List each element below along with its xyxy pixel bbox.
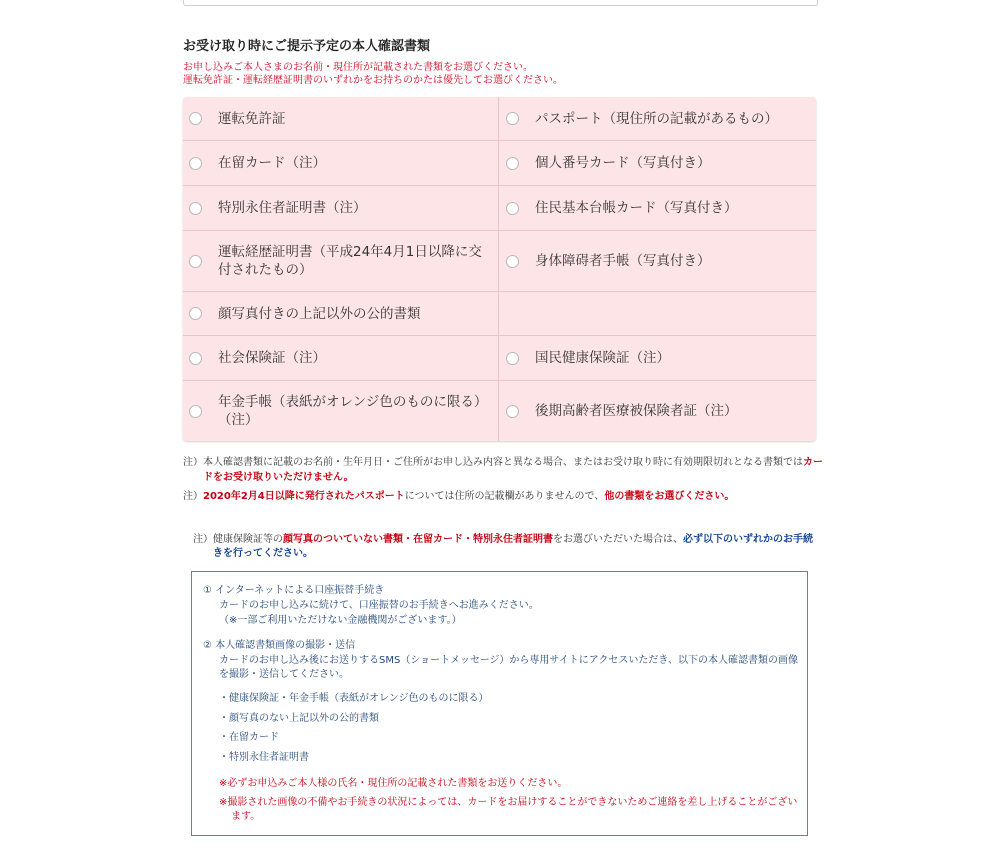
option-label: 在留カード（注） — [218, 155, 326, 171]
procedure-text: （※一部ご利用いただけない金融機関がございます。） — [219, 615, 462, 626]
option-label: 特別永住者証明書（注） — [218, 200, 367, 216]
note-emphasis: 必ず以下のいずれかのお手続 — [683, 534, 813, 545]
option-row — [183, 292, 816, 336]
footnote-text: 注）本人確認書類に記載のお名前・生年月日・ご住所がお申し込み内容と異なる場合、またはお受け取り時に有効期限切れとなる書類では — [183, 457, 803, 468]
footnote-mismatch — [183, 455, 823, 485]
option-special-permanent-resident[interactable] — [183, 186, 499, 230]
section-note — [183, 61, 563, 87]
option-national-health-insurance[interactable] — [500, 336, 816, 380]
empty-cell — [500, 292, 816, 335]
radio-button[interactable] — [189, 202, 202, 215]
procedure-text: カードのお申し込みに続けて、口座振替のお手続きへお進みください。 — [219, 600, 539, 611]
option-residence-card[interactable] — [183, 141, 499, 185]
option-label — [218, 393, 493, 429]
note-emphasis: きを行ってください。 — [213, 548, 313, 559]
warning-text: ※必ずお申込みご本人様の氏名・現住所の記載された書類をお送りください。 — [219, 778, 568, 789]
option-label-line1: 年金手帳（表紙がオレンジ色のものに限る） — [218, 394, 488, 410]
radio-button[interactable] — [506, 352, 519, 365]
option-passport[interactable] — [500, 97, 816, 140]
option-row — [183, 381, 816, 441]
option-label: 後期高齢者医療被保険者証（注） — [535, 403, 738, 419]
option-drivers-license[interactable] — [183, 97, 499, 140]
procedure-text: カードのお申し込み後にお送りするSMS（ショートメッセージ）から専用サイトにアクセスいただき、以下の本人確認書類の画像 — [219, 655, 799, 666]
procedure-info-box — [191, 571, 808, 836]
option-label: 身体障碍者手帳（写真付き） — [535, 253, 711, 269]
list-item: ・健康保険証・年金手帳（表紙がオレンジ色のものに限る） — [219, 693, 489, 704]
footnote-warning: 他の書類をお選びください。 — [604, 491, 735, 502]
option-label: 運転免許証 — [218, 110, 286, 127]
footnote-text: については住所の記載欄がありませんので、 — [404, 491, 605, 502]
option-label: 社会保険証（注） — [218, 350, 326, 366]
procedure-heading-2: ② 本人確認書類画像の撮影・送信 — [203, 640, 356, 651]
option-label: 個人番号カード（写真付き） — [535, 155, 711, 171]
option-social-insurance-card[interactable] — [183, 336, 499, 380]
radio-button[interactable] — [506, 157, 519, 170]
option-row — [183, 186, 816, 231]
footnote-warning: 2020年2月4日以降に発行されたパスポート — [203, 491, 405, 502]
footnote-text: 注） — [183, 491, 203, 502]
option-other-photo-id[interactable] — [183, 292, 499, 335]
radio-button[interactable] — [189, 352, 202, 365]
radio-button[interactable] — [506, 405, 519, 418]
option-driving-history-certificate[interactable] — [183, 231, 499, 291]
option-label-line2: （注） — [218, 412, 259, 428]
option-my-number-card[interactable] — [500, 141, 816, 185]
option-basic-resident-card[interactable] — [500, 186, 816, 230]
option-label-line2: 付されたもの） — [218, 262, 313, 278]
footnote-warning: カー — [803, 457, 823, 468]
radio-button[interactable] — [506, 202, 519, 215]
radio-button[interactable] — [189, 307, 202, 320]
option-label — [218, 243, 488, 279]
previous-section-box — [183, 0, 818, 6]
list-item: ・顔写真のない上記以外の公的書類 — [219, 713, 379, 724]
list-item: ・特別永住者証明書 — [219, 752, 309, 763]
procedure-heading-1: ① インターネットによる口座振替手続き — [203, 585, 385, 596]
option-row — [183, 336, 816, 381]
option-pension-handbook[interactable] — [183, 381, 499, 441]
warning-line: ます。 — [231, 811, 261, 822]
option-row — [183, 231, 816, 292]
warning-text — [219, 796, 799, 824]
note-highlight: 顔写真のついていない書類・在留カード・特別永住者証明書 — [283, 534, 553, 545]
footnote-passport — [183, 489, 823, 504]
option-label: 顔写真付きの上記以外の公的書類 — [218, 305, 421, 322]
radio-button[interactable] — [189, 255, 202, 268]
option-row — [183, 97, 816, 141]
warning-line: ※撮影された画像の不備やお手続きの状況によっては、カードをお届けすることができないためご連絡を差し上げることがござい — [219, 797, 798, 808]
radio-button[interactable] — [189, 157, 202, 170]
radio-button[interactable] — [506, 255, 519, 268]
section-note-line1: お申し込みご本人さまのお名前・現住所が記載された書類をお選びください。 — [183, 62, 533, 73]
option-label: 住民基本台帳カード（写真付き） — [535, 200, 738, 216]
radio-button[interactable] — [506, 112, 519, 125]
footnote-warning: ドをお受け取りいただけません。 — [203, 472, 354, 483]
option-label-line1: 運転経歴証明書（平成24年4月1日以降に交 — [218, 244, 482, 260]
option-late-elderly-insurance[interactable] — [500, 381, 816, 441]
section-title: お受け取り時にご提示予定の本人確認書類 — [183, 39, 431, 54]
option-row — [183, 141, 816, 186]
option-disability-handbook[interactable] — [500, 231, 816, 291]
section-note-line2: 運転免許証・運転経歴証明書のいずれかをお持ちのかたは優先してお選びください。 — [183, 75, 563, 86]
note-text: をお選びいただいた場合は、 — [553, 534, 683, 545]
note-text: 注）健康保険証等の — [193, 534, 283, 545]
list-item: ・在留カード — [219, 732, 279, 743]
option-label: パスポート（現住所の記載があるもの） — [535, 110, 778, 127]
option-label: 国民健康保険証（注） — [535, 350, 670, 366]
id-document-options — [183, 97, 816, 441]
radio-button[interactable] — [189, 112, 202, 125]
health-insurance-note — [193, 533, 813, 561]
procedure-text: を撮影・送信してください。 — [219, 669, 349, 680]
radio-button[interactable] — [189, 405, 202, 418]
